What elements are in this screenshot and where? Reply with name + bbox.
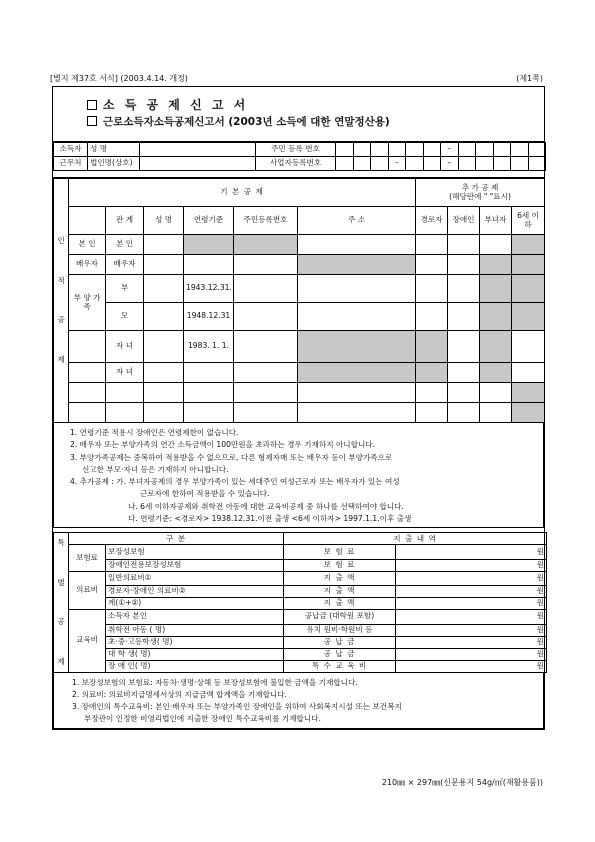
item-kind: 공 납 금: [284, 648, 396, 660]
rrn-digit[interactable]: [353, 143, 371, 157]
note: 부장관이 인정한 비영리법인에 지출한 장애인 특수교육비를 기재합니다.: [84, 714, 321, 724]
item-kind: 유치 원비·학원비 등: [284, 624, 396, 636]
item-kind: 특 수 교 육 비: [284, 660, 396, 672]
edu-row: [54, 636, 547, 648]
note: 4. 추가공제 : 가. 부녀자공제의 경우 부양가족이 있는 세대주인 여성근로자 또는 배우자가 있는 여성: [70, 477, 400, 487]
rrn-dash: –: [441, 143, 459, 157]
name-cell[interactable]: [144, 363, 184, 383]
blank-cell: [69, 383, 106, 403]
med-row: [54, 586, 547, 598]
item-kind: 지 출 액: [284, 586, 396, 598]
brn-digit[interactable]: [511, 157, 529, 171]
checkbox-icon[interactable]: [87, 100, 97, 110]
rel-b: 본 인: [106, 235, 144, 255]
rel-b: 자 녀: [106, 331, 144, 363]
disabled-cell[interactable]: [448, 363, 480, 383]
brn-digit[interactable]: [458, 157, 476, 171]
brn-digit[interactable]: [476, 157, 494, 171]
brn-digit[interactable]: [371, 157, 389, 171]
amount-field[interactable]: 원: [396, 571, 547, 585]
amount-field[interactable]: 원: [396, 598, 547, 610]
age-cell: 1948.12.31: [184, 303, 234, 331]
rel-b: 부: [106, 275, 144, 303]
row-blank-2: [54, 403, 545, 423]
edu-row: [54, 610, 547, 624]
note: 3. 부양가족공제는 중복하여 적용받을 수 없으므로, 다른 형제자매 또는 배우자 등이 부양가족으로: [70, 452, 393, 462]
note: 1. 보장성보험의 보험료: 자동차·생명·상해 등 보장성보험에 불입한 금액을 기재합니다.: [72, 677, 358, 687]
blank-cell[interactable]: [448, 403, 480, 423]
rrn-digit[interactable]: [371, 143, 389, 157]
blank-cell[interactable]: [298, 403, 416, 423]
note: 근로자에 한하여 적용받을 수 있습니다.: [140, 489, 270, 499]
special-head: [54, 533, 547, 545]
rrn-cell[interactable]: [234, 303, 298, 331]
row-father: [54, 275, 545, 303]
amount-field[interactable]: 원: [396, 559, 547, 571]
rrn-cell[interactable]: [234, 363, 298, 383]
disabled-cell[interactable]: [448, 303, 480, 331]
item-kind: 보 험 료: [284, 559, 396, 571]
corp-name-field[interactable]: [140, 157, 256, 171]
med-row: [54, 598, 547, 610]
taxpayer-row: [54, 143, 546, 157]
name-cell[interactable]: [144, 303, 184, 331]
id-table: [53, 142, 546, 171]
blank-cell[interactable]: [234, 383, 298, 403]
rrn-digit[interactable]: [528, 143, 546, 157]
item-label: 소득자 본인: [106, 610, 284, 624]
blank-cell[interactable]: [184, 403, 234, 423]
col-senior: 경로자: [416, 207, 448, 235]
label-name: 성 명: [88, 143, 140, 157]
senior-cell[interactable]: [416, 303, 448, 331]
note: 신고한 부모·자녀 등은 기재하지 아니합니다.: [82, 464, 229, 474]
blank-cell[interactable]: [144, 383, 184, 403]
amount-field[interactable]: 원: [396, 648, 547, 660]
row-blank-1: [54, 383, 545, 403]
paper-spec: 210㎜ × 297㎜(신문용지 54g/㎡(재활용품)): [381, 778, 543, 787]
rel-a: [69, 363, 106, 383]
amount-field[interactable]: 원: [396, 624, 547, 636]
med-row: [54, 571, 547, 585]
rrn-digit[interactable]: [388, 143, 406, 157]
rrn-digit[interactable]: [458, 143, 476, 157]
blank-cell[interactable]: [480, 403, 512, 423]
disabled-cell[interactable]: [448, 235, 480, 255]
col-rrn: 주민등록번호: [234, 207, 298, 235]
label-taxpayer: 소득자: [54, 143, 88, 157]
rrn-digit[interactable]: [476, 143, 494, 157]
disabled-cell[interactable]: [448, 331, 480, 363]
brn-digit[interactable]: [423, 157, 441, 171]
under6-cell: [512, 275, 545, 303]
group-insurance: 보험료: [69, 545, 106, 571]
rel-a: 본 인: [69, 235, 106, 255]
senior-cell[interactable]: [416, 275, 448, 303]
row-spouse: [54, 255, 545, 275]
group-education: 교육비: [69, 610, 106, 672]
blank-cell[interactable]: [184, 383, 234, 403]
brn-digit[interactable]: [406, 157, 424, 171]
label-workplace: 근무처: [54, 157, 88, 171]
under6-cell: [512, 255, 545, 275]
address-cell[interactable]: [298, 235, 416, 255]
header-row-2: [54, 207, 545, 235]
note: 1. 연령기준 적용시 장애인은 연령제한이 없습니다.: [70, 428, 239, 437]
basic-header: 기 본 공 제: [69, 179, 416, 207]
note: 3. 장애인의 특수교육비: 본인·배우자 또는 부양가족인 장애인을 위하여 사회복지시설 또는 보건복지: [72, 702, 402, 712]
blank-cell[interactable]: [448, 383, 480, 403]
woman-cell: [480, 275, 512, 303]
address-cell: [298, 363, 416, 383]
age-cell: 1983. 1. 1.: [184, 331, 234, 363]
note: 다. 연령기준: <경로자> 1938.12.31.이전 출생 <6세 이하자> 1997.1.1.이후 출생: [128, 514, 412, 524]
address-cell: [298, 255, 416, 275]
head-category: 구 분: [69, 533, 284, 545]
group-medical: 의료비: [69, 571, 106, 609]
senior-cell: [416, 331, 448, 363]
rrn-digit[interactable]: [423, 143, 441, 157]
item-label: 보장성보험: [106, 545, 284, 559]
rel-b: 배우자: [106, 255, 144, 275]
col-woman: 부녀자: [480, 207, 512, 235]
row-mother: [54, 303, 545, 331]
head-expense: 지 출 내 역: [284, 533, 547, 545]
woman-cell: [480, 303, 512, 331]
workplace-row: [54, 157, 546, 171]
disabled-cell[interactable]: [448, 275, 480, 303]
rrn-digit[interactable]: [406, 143, 424, 157]
under6-cell: [512, 303, 545, 331]
woman-cell[interactable]: [480, 235, 512, 255]
rel-a: 부 양 가 족: [69, 275, 106, 331]
note: 2. 의료비: 의료비지급명세서상의 지급금액 합계액을 기재합니다.: [72, 689, 288, 699]
rel-b: 자 녀: [106, 363, 144, 383]
brn-digit[interactable]: [493, 157, 511, 171]
rel-a: [69, 331, 106, 363]
under6-cell[interactable]: [512, 363, 545, 383]
rrn-digit[interactable]: [493, 143, 511, 157]
senior-cell: [416, 363, 448, 383]
rrn-digit[interactable]: [336, 143, 354, 157]
brn-digit[interactable]: [528, 157, 546, 171]
special-side-label: 특 별 공 제: [54, 533, 69, 672]
amount-field[interactable]: 원: [396, 545, 547, 559]
brn-dash: –: [388, 157, 406, 171]
notes-special: [53, 673, 544, 729]
blank-cell[interactable]: [416, 403, 448, 423]
col-under6: 6세 이하: [512, 207, 545, 235]
woman-cell: [480, 363, 512, 383]
senior-cell[interactable]: [416, 235, 448, 255]
blank-cell[interactable]: [480, 383, 512, 403]
brn-dash: –: [441, 157, 459, 171]
item-kind: 공 납 금: [284, 636, 396, 648]
blank-cell: [512, 383, 545, 403]
address-cell[interactable]: [298, 275, 416, 303]
amount-field[interactable]: 원: [396, 610, 547, 624]
row-self: [54, 235, 545, 255]
title-block: [53, 87, 544, 142]
personal-deduction-table: [53, 178, 545, 423]
disabled-cell[interactable]: [448, 255, 480, 275]
name-field[interactable]: [140, 143, 256, 157]
name-cell[interactable]: [144, 255, 184, 275]
woman-cell: [480, 331, 512, 363]
blank-cell[interactable]: [144, 403, 184, 423]
col-relation: 관 계: [106, 207, 144, 235]
blank-cell[interactable]: [106, 403, 144, 423]
address-cell[interactable]: [298, 303, 416, 331]
ins-row: [54, 545, 547, 559]
age-cell: [184, 255, 234, 275]
amount-field[interactable]: 원: [396, 660, 547, 672]
notes-personal: [53, 423, 544, 528]
blank-cell[interactable]: [106, 383, 144, 403]
item-kind: 지 출 액: [284, 571, 396, 585]
edu-row: [54, 624, 547, 636]
under6-cell[interactable]: [512, 331, 545, 363]
age-cell: 1943.12.31.: [184, 275, 234, 303]
item-label: 일반의료비①: [106, 571, 284, 585]
name-cell[interactable]: [144, 331, 184, 363]
item-label: 취학전 아동 ( 명): [106, 624, 284, 636]
amount-field[interactable]: 원: [396, 636, 547, 648]
label-rrn: 주민 등록 번호: [256, 143, 336, 157]
edu-row: [54, 648, 547, 660]
item-kind: 지 출 액: [284, 598, 396, 610]
blank-cell[interactable]: [416, 383, 448, 403]
under6-cell: [512, 235, 545, 255]
col-name: 성 명: [144, 207, 184, 235]
label-brn: 사업자등록번호: [256, 157, 336, 171]
note: 나. 6세 이하자공제와 취학전 아동에 대한 교육비공제 중 하나를 선택하여야 합니다.: [128, 501, 404, 511]
label-corp-name: 법인명(상호): [88, 157, 140, 171]
ins-row: [54, 559, 547, 571]
item-kind: 보 험 료: [284, 545, 396, 559]
brn-digit[interactable]: [353, 157, 371, 171]
blank-cell[interactable]: [298, 383, 416, 403]
rrn-cell: [234, 235, 298, 255]
age-cell: [184, 363, 234, 383]
item-label: 장애인전용보장성보험: [106, 559, 284, 571]
item-label: 대 학 생( 명): [106, 648, 284, 660]
title-2: 근로소득자소득공제신고서 (2003년 소득에 대한 연말정산용): [87, 114, 390, 129]
col-age: 연령기준: [184, 207, 234, 235]
col-address: 주 소: [298, 207, 416, 235]
name-cell[interactable]: [144, 275, 184, 303]
brn-digit[interactable]: [336, 157, 354, 171]
blank-cell: [512, 403, 545, 423]
address-cell: [298, 331, 416, 363]
note: 2. 배우자 또는 부양가족의 연간 소득금액이 100만원을 초과하는 경우 기재하지 아니합니다.: [70, 440, 376, 450]
special-deduction-table: [53, 532, 547, 672]
woman-cell: [480, 255, 512, 275]
rrn-cell[interactable]: [234, 275, 298, 303]
blank-cell: [69, 403, 106, 423]
rel-b: 모: [106, 303, 144, 331]
senior-cell[interactable]: [416, 255, 448, 275]
page-number: (제1쪽): [516, 74, 543, 83]
item-kind: 공납금 (대학원 포함): [284, 610, 396, 624]
item-label: 경로자·장애인 의료비②: [106, 586, 284, 598]
rel-a: 배우자: [69, 255, 106, 275]
row-child-2: [54, 363, 545, 383]
rrn-cell[interactable]: [234, 331, 298, 363]
col-disabled: 장애인: [448, 207, 480, 235]
personal-side-label: 인 적 공 제: [54, 179, 69, 423]
edu-row: [54, 660, 547, 672]
blank-cell[interactable]: [234, 403, 298, 423]
age-cell: [184, 235, 234, 255]
item-label: 계(①+②): [106, 598, 284, 610]
header-row-1: [54, 179, 545, 207]
name-cell[interactable]: [144, 235, 184, 255]
checkbox-icon[interactable]: [87, 116, 97, 126]
item-label: 장 애 인( 명): [106, 660, 284, 672]
extra-header: 추 가 공 제 (해당란에 " "표시): [416, 179, 545, 207]
deduction-form: [52, 86, 545, 730]
col-rel-blank: [69, 207, 106, 235]
form-number: [별지 제37호 서식] (2003.4.14. 개정): [50, 74, 188, 83]
row-child-1: [54, 331, 545, 363]
amount-field[interactable]: 원: [396, 586, 547, 598]
rrn-cell[interactable]: [234, 255, 298, 275]
title-1: 소 득 공 제 신 고 서: [87, 96, 248, 113]
item-label: 초·중·고등학생( 명): [106, 636, 284, 648]
rrn-digit[interactable]: [511, 143, 529, 157]
